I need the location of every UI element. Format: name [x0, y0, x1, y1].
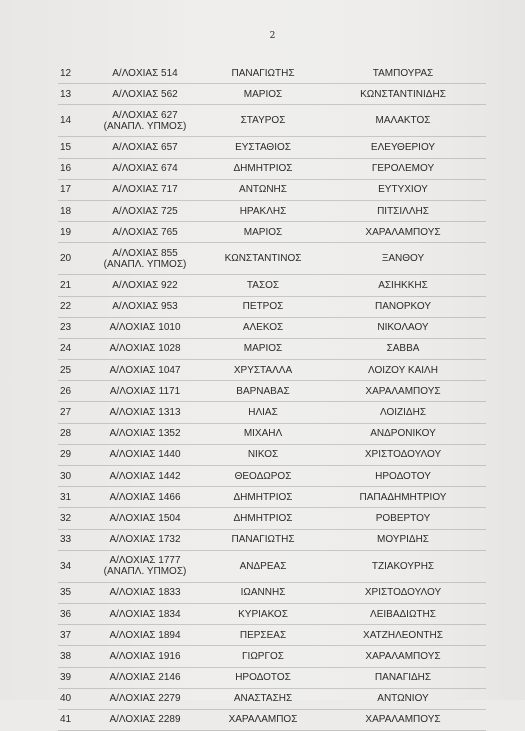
last-name-cell: ΡΟΒΕΡΤΟΥ [320, 508, 486, 529]
first-name-cell: ΠΕΡΣΕΑΣ [206, 625, 320, 646]
table-row [58, 105, 486, 137]
table-row [58, 667, 486, 688]
first-name-cell: ΗΛΙΑΣ [206, 402, 320, 423]
first-name-cell: ΠΑΝΑΓΙΩΤΗΣ [206, 529, 320, 550]
rank-cell [84, 317, 206, 338]
table-row [58, 137, 486, 158]
table-row [58, 275, 486, 296]
rank-cell [84, 158, 206, 179]
rank-label: Α/ΛΟΧΙΑΣ 1442 [109, 470, 181, 482]
row-number: 36 [58, 603, 84, 624]
rank-label: Α/ΛΟΧΙΑΣ 2289 [109, 714, 181, 726]
rank-label: Α/ΛΟΧΙΑΣ 1466 [109, 491, 181, 503]
row-number: 23 [58, 317, 84, 338]
rank-cell [84, 338, 206, 359]
rank-note: (ΑΝΑΠΛ. ΥΠΜΟΣ) [103, 566, 187, 578]
rank-label: Α/ΛΟΧΙΑΣ 1833 [109, 587, 181, 599]
table-row [58, 582, 486, 603]
first-name-cell: ΑΝΑΣΤΑΣΗΣ [206, 688, 320, 709]
rank-cell [84, 105, 206, 137]
rank-label: Α/ΛΟΧΙΑΣ 657 [112, 141, 178, 153]
table-row [58, 550, 486, 582]
last-name-cell: ΣΑΒΒΑ [320, 338, 486, 359]
first-name-cell: ΙΩΑΝΝΗΣ [206, 582, 320, 603]
first-name-cell: ΜΑΡΙΟΣ [206, 222, 320, 243]
rank-cell [84, 360, 206, 381]
last-name-cell: ΞΑΝΘΟΥ [320, 243, 486, 275]
row-number: 30 [58, 466, 84, 487]
first-name-cell: ΒΑΡΝΑΒΑΣ [206, 381, 320, 402]
last-name-cell: ΑΣΙΗΚΚΗΣ [320, 275, 486, 296]
row-number: 34 [58, 550, 84, 582]
row-number: 37 [58, 625, 84, 646]
rank-cell [84, 275, 206, 296]
last-name-cell: ΛΟΙΖΟΥ ΚΑΙΛΗ [320, 360, 486, 381]
rank-label: Α/ΛΟΧΙΑΣ 1047 [109, 364, 181, 376]
first-name-cell: ΧΡΥΣΤΑΛΛΑ [206, 360, 320, 381]
row-number: 24 [58, 338, 84, 359]
row-number: 13 [58, 84, 84, 105]
row-number: 38 [58, 646, 84, 667]
rank-cell [84, 137, 206, 158]
row-number: 41 [58, 709, 84, 730]
last-name-cell: ΧΡΙΣΤΟΔΟΥΛΟΥ [320, 582, 486, 603]
row-number: 35 [58, 582, 84, 603]
first-name-cell: ΔΗΜΗΤΡΙΟΣ [206, 158, 320, 179]
first-name-cell: ΑΝΔΡΕΑΣ [206, 550, 320, 582]
first-name-cell: ΠΕΤΡΟΣ [206, 296, 320, 317]
rank-label: Α/ΛΟΧΙΑΣ 514 [112, 67, 178, 79]
row-number: 20 [58, 243, 84, 275]
rank-label: Α/ΛΟΧΙΑΣ 765 [112, 226, 178, 238]
first-name-cell: ΜΙΧΑΗΛ [206, 423, 320, 444]
last-name-cell: ΤΑΜΠΟΥΡΑΣ [320, 63, 486, 84]
rank-label: Α/ΛΟΧΙΑΣ 1313 [109, 407, 181, 419]
rank-label: Α/ΛΟΧΙΑΣ 1028 [109, 343, 181, 355]
rank-cell [84, 667, 206, 688]
row-number: 25 [58, 360, 84, 381]
row-number: 28 [58, 423, 84, 444]
first-name-cell: ΚΥΡΙΑΚΟΣ [206, 603, 320, 624]
table-row [58, 402, 486, 423]
table-row [58, 296, 486, 317]
rank-label: Α/ΛΟΧΙΑΣ 1894 [109, 629, 181, 641]
rank-label: Α/ΛΟΧΙΑΣ 1916 [109, 650, 181, 662]
table-row [58, 338, 486, 359]
rank-label: Α/ΛΟΧΙΑΣ 725 [112, 205, 178, 217]
rank-label: Α/ΛΟΧΙΑΣ 1440 [109, 449, 181, 461]
last-name-cell: ΚΩΝΣΤΑΝΤΙΝΙΔΗΣ [320, 84, 486, 105]
row-number: 12 [58, 63, 84, 84]
page-number: 2 [269, 31, 276, 41]
rank-label: Α/ΛΟΧΙΑΣ 562 [112, 88, 178, 100]
rank-label: Α/ΛΟΧΙΑΣ 1834 [109, 608, 181, 620]
table-row [58, 529, 486, 550]
table-row [58, 709, 486, 730]
first-name-cell: ΑΝΤΩΝΗΣ [206, 179, 320, 200]
first-name-cell: ΗΡΑΚΛΗΣ [206, 200, 320, 221]
last-name-cell: ΜΑΛΑΚΤΟΣ [320, 105, 486, 137]
first-name-cell: ΣΤΑΥΡΟΣ [206, 105, 320, 137]
last-name-cell: ΛΕΙΒΑΔΙΩΤΗΣ [320, 603, 486, 624]
row-number: 33 [58, 529, 84, 550]
row-number: 17 [58, 179, 84, 200]
row-number: 40 [58, 688, 84, 709]
rank-label: Α/ΛΟΧΙΑΣ 1777 [109, 555, 181, 567]
table-row [58, 625, 486, 646]
rank-cell [84, 296, 206, 317]
last-name-cell: ΑΝΤΩΝΙΟΥ [320, 688, 486, 709]
row-number: 29 [58, 444, 84, 465]
table-row [58, 444, 486, 465]
rank-label: Α/ΛΟΧΙΑΣ 627 [112, 109, 178, 121]
rank-cell [84, 550, 206, 582]
personnel-table-body [58, 63, 486, 731]
table-row [58, 158, 486, 179]
last-name-cell: ΜΟΥΡΙΔΗΣ [320, 529, 486, 550]
first-name-cell: ΤΑΣΟΣ [206, 275, 320, 296]
table-row [58, 508, 486, 529]
rank-cell [84, 625, 206, 646]
rank-cell [84, 529, 206, 550]
row-number: 16 [58, 158, 84, 179]
rank-note: (ΑΝΑΠΛ. ΥΠΜΟΣ) [103, 258, 187, 270]
row-number: 31 [58, 487, 84, 508]
last-name-cell: ΠΙΤΣΙΛΛΗΣ [320, 200, 486, 221]
last-name-cell: ΤΖΙΑΚΟΥΡΗΣ [320, 550, 486, 582]
table-row [58, 243, 486, 275]
rank-label: Α/ΛΟΧΙΑΣ 855 [112, 247, 178, 259]
rank-label: Α/ΛΟΧΙΑΣ 717 [112, 184, 178, 196]
rank-cell [84, 444, 206, 465]
table-row [58, 381, 486, 402]
rank-label: Α/ΛΟΧΙΑΣ 674 [112, 163, 178, 175]
last-name-cell: ΧΑΡΑΛΑΜΠΟΥΣ [320, 381, 486, 402]
last-name-cell: ΧΑΡΑΛΑΜΠΟΥΣ [320, 646, 486, 667]
first-name-cell: ΑΛΕΚΟΣ [206, 317, 320, 338]
rank-label: Α/ΛΟΧΙΑΣ 922 [112, 279, 178, 291]
table-row [58, 487, 486, 508]
rank-label: Α/ΛΟΧΙΑΣ 1010 [109, 322, 181, 334]
last-name-cell: ΠΑΝΑΓΙΔΗΣ [320, 667, 486, 688]
rank-cell [84, 709, 206, 730]
rank-cell [84, 381, 206, 402]
rank-label: Α/ΛΟΧΙΑΣ 1504 [109, 512, 181, 524]
rank-cell [84, 466, 206, 487]
table-row [58, 222, 486, 243]
table-row [58, 84, 486, 105]
table-row [58, 688, 486, 709]
rank-cell [84, 646, 206, 667]
row-number: 15 [58, 137, 84, 158]
table-row [58, 63, 486, 84]
rank-label: Α/ΛΟΧΙΑΣ 953 [112, 301, 178, 313]
first-name-cell: ΜΑΡΙΟΣ [206, 84, 320, 105]
row-number: 27 [58, 402, 84, 423]
personnel-table [58, 63, 486, 731]
last-name-cell: ΧΑΡΑΛΑΜΠΟΥΣ [320, 222, 486, 243]
last-name-cell: ΕΥΤΥΧΙΟΥ [320, 179, 486, 200]
first-name-cell: ΗΡΟΔΟΤΟΣ [206, 667, 320, 688]
rank-label: Α/ΛΟΧΙΑΣ 2279 [109, 693, 181, 705]
rank-cell [84, 179, 206, 200]
row-number: 39 [58, 667, 84, 688]
rank-label: Α/ΛΟΧΙΑΣ 1732 [109, 534, 181, 546]
rank-cell [84, 243, 206, 275]
row-number: 22 [58, 296, 84, 317]
first-name-cell: ΔΗΜΗΤΡΙΟΣ [206, 508, 320, 529]
row-number: 14 [58, 105, 84, 137]
rank-cell [84, 200, 206, 221]
last-name-cell: ΗΡΟΔΟΤΟΥ [320, 466, 486, 487]
rank-cell [84, 688, 206, 709]
last-name-cell: ΕΛΕΥΘΕΡΙΟΥ [320, 137, 486, 158]
row-number: 18 [58, 200, 84, 221]
row-number: 32 [58, 508, 84, 529]
first-name-cell: ΚΩΝΣΤΑΝΤΙΝΟΣ [206, 243, 320, 275]
first-name-cell: ΔΗΜΗΤΡΙΟΣ [206, 487, 320, 508]
first-name-cell: ΠΑΝΑΓΙΩΤΗΣ [206, 63, 320, 84]
first-name-cell: ΧΑΡΑΛΑΜΠΟΣ [206, 709, 320, 730]
first-name-cell: ΘΕΟΔΩΡΟΣ [206, 466, 320, 487]
table-row [58, 646, 486, 667]
rank-label: Α/ΛΟΧΙΑΣ 1171 [109, 385, 181, 397]
table-row [58, 200, 486, 221]
rank-label: Α/ΛΟΧΙΑΣ 1352 [109, 428, 181, 440]
first-name-cell: ΝΙΚΟΣ [206, 444, 320, 465]
table-row [58, 317, 486, 338]
table-row [58, 360, 486, 381]
last-name-cell: ΓΕΡΟΛΕΜΟΥ [320, 158, 486, 179]
rank-cell [84, 423, 206, 444]
rank-note: (ΑΝΑΠΛ. ΥΠΜΟΣ) [103, 120, 187, 132]
last-name-cell: ΑΝΔΡΟΝΙΚΟΥ [320, 423, 486, 444]
last-name-cell: ΧΑΤΖΗΛΕΟΝΤΗΣ [320, 625, 486, 646]
rank-cell [84, 508, 206, 529]
rank-label: Α/ΛΟΧΙΑΣ 2146 [109, 672, 181, 684]
rank-cell [84, 603, 206, 624]
table-row [58, 423, 486, 444]
rank-cell [84, 84, 206, 105]
rank-cell [84, 402, 206, 423]
row-number: 19 [58, 222, 84, 243]
first-name-cell: ΓΙΩΡΓΟΣ [206, 646, 320, 667]
rank-cell [84, 582, 206, 603]
rank-cell [84, 63, 206, 84]
last-name-cell: ΧΑΡΑΛΑΜΠΟΥΣ [320, 709, 486, 730]
last-name-cell: ΠΑΠΑΔΗΜΗΤΡΙΟΥ [320, 487, 486, 508]
rank-cell [84, 222, 206, 243]
last-name-cell: ΛΟΙΖΙΔΗΣ [320, 402, 486, 423]
table-row [58, 179, 486, 200]
first-name-cell: ΜΑΡΙΟΣ [206, 338, 320, 359]
last-name-cell: ΧΡΙΣΤΟΔΟΥΛΟΥ [320, 444, 486, 465]
first-name-cell: ΕΥΣΤΑΘΙΟΣ [206, 137, 320, 158]
table-row [58, 466, 486, 487]
last-name-cell: ΝΙΚΟΛΑΟΥ [320, 317, 486, 338]
row-number: 26 [58, 381, 84, 402]
table-row [58, 603, 486, 624]
rank-cell [84, 487, 206, 508]
last-name-cell: ΠΑΝΟΡΚΟΥ [320, 296, 486, 317]
row-number: 21 [58, 275, 84, 296]
